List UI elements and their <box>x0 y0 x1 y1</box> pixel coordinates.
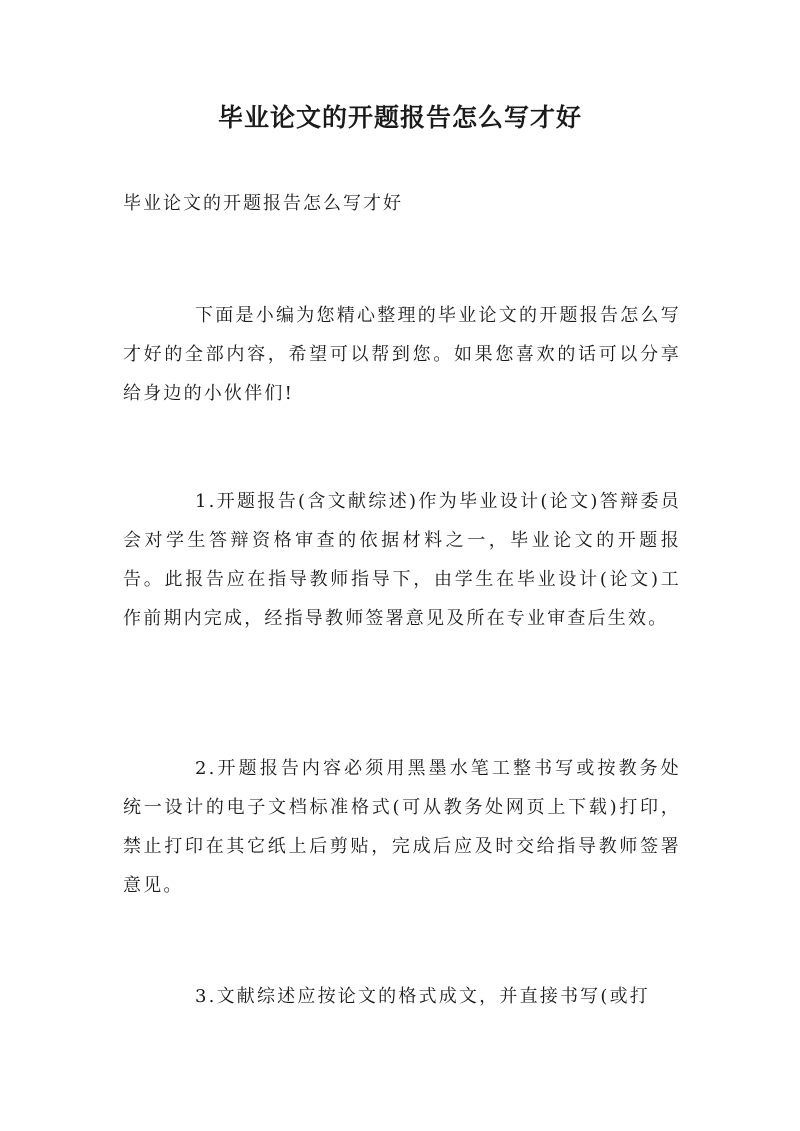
intro-paragraph: 下面是小编为您精心整理的毕业论文的开题报告怎么写才好的全部内容，希望可以帮到您。如果您喜欢的话可以分享给身边的小伙伴们! <box>123 305 681 404</box>
paragraph-item-1: 1.开题报告(含文献综述)作为毕业设计(论文)答辩委员会对学生答辩资格审查的依据材料之一，毕业论文的开题报告。此报告应在指导教师指导下，由学生在毕业设计(论文)工作前期内完成，经指导教师签署意见及所在专业审查后生效。 <box>123 491 681 629</box>
document-subtitle: 毕业论文的开题报告怎么写才好 <box>123 193 403 214</box>
paragraph-item-3: 3.文献综述应按论文的格式成文，并直接书写(或打 <box>195 986 650 1007</box>
document-title: 毕业论文的开题报告怎么写才好 <box>217 103 582 132</box>
paragraph-item-2: 2.开题报告内容必须用黑墨水笔工整书写或按教务处统一设计的电子文档标准格式(可从教务处网页上下载)打印，禁止打印在其它纸上后剪贴，完成后应及时交给指导教师签署意见。 <box>123 758 681 896</box>
